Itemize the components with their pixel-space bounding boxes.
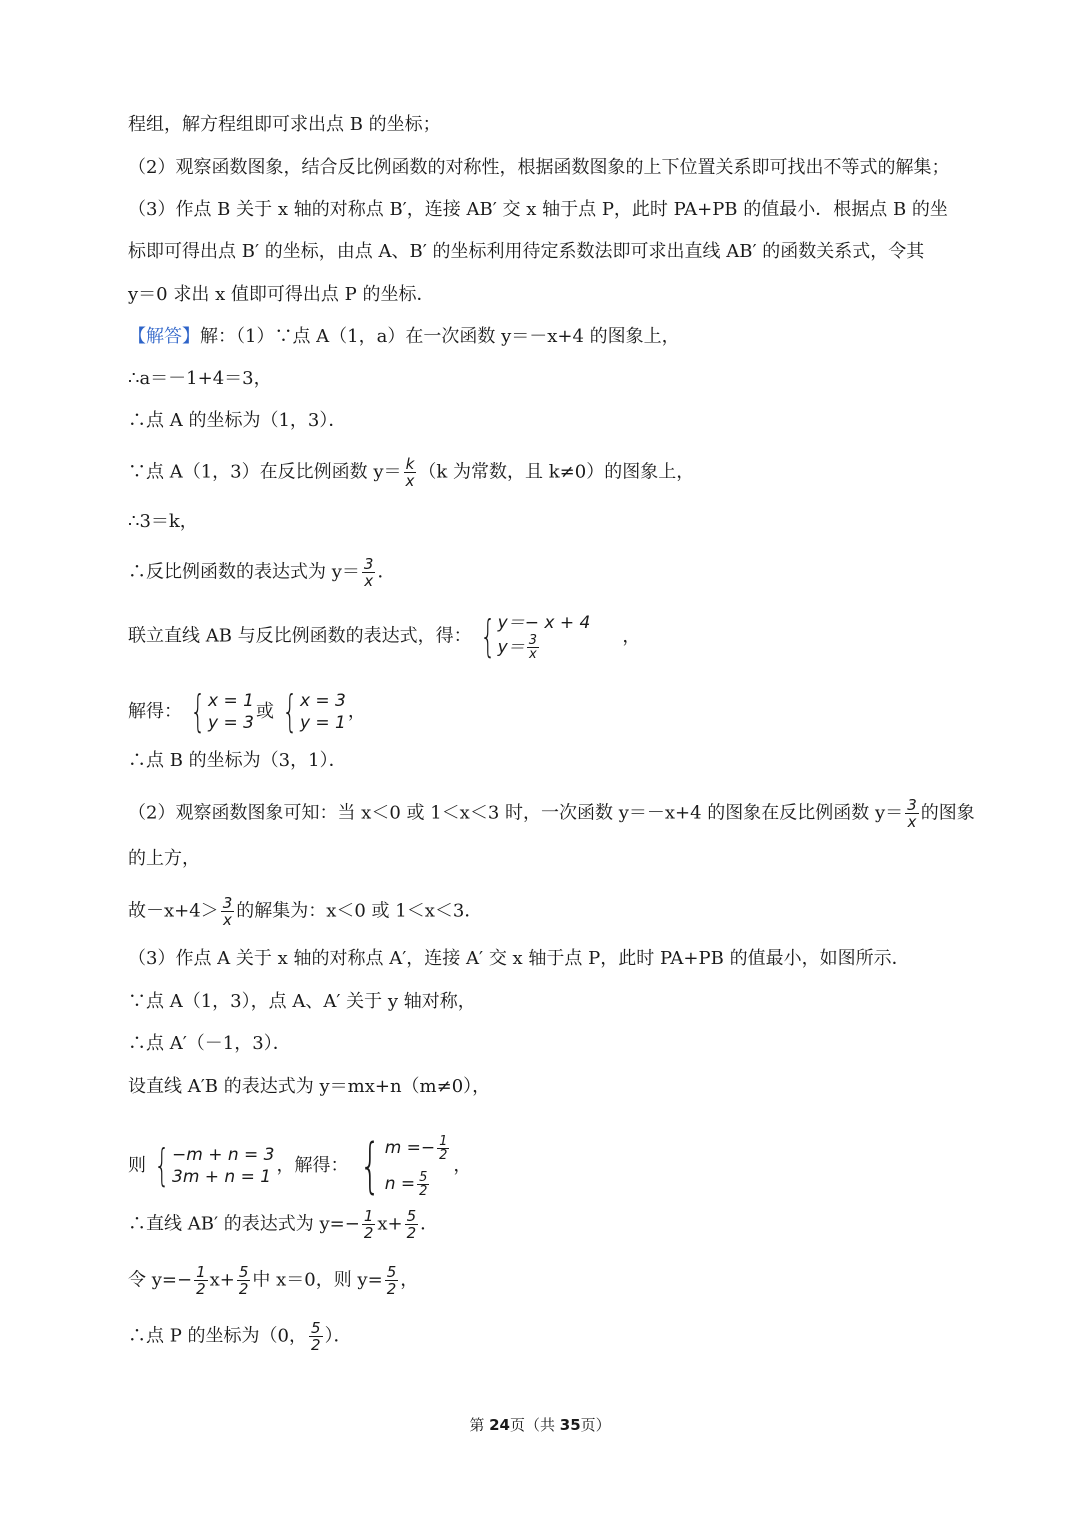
answer-line-19: 令 y=− $\frac{1}{2}$ x+ $\frac{5}{2}$ 中 x＝0，则 y= $\frac{5}{2}$ ， — [128, 1263, 419, 1298]
answer-line-18: ∴直线 AB′ 的表达式为 y=− $\frac{1}{2}$ x+ $\frac{5}{2}$ ． — [128, 1207, 439, 1242]
answer-line-13: （3）作点 A 关于 x 轴的对称点 A′，连接 A′ 交 x 轴于点 P，此时 PA+PB 的值最小，如图所示． — [128, 948, 910, 969]
text-line: 标即可得出点 B′ 的坐标，由点 A、B′ 的坐标利用待定系数法即可求出直线 AB′ 的函数关系式，令其 — [128, 241, 925, 262]
answer-line-16: 设直线 A′B 的表达式为 y＝mx+n（m≠0）， — [128, 1076, 491, 1097]
total-pages: 35 — [559, 1416, 581, 1434]
answer-line-11: 的上方， — [128, 848, 200, 869]
answer-line-17: 则 { −m + n = 3 3m + n = 1 ，解得： { m =− $\frac{1}{2}$ n = $\frac{5}{2}$ ， — [128, 1131, 472, 1201]
fraction-k-over-x: $\frac{k}{x}$ — [405, 455, 415, 490]
answer-line-6: ∴反比例函数的表达式为 y＝ $\frac{3}{x}$ ． — [128, 555, 396, 590]
solution-system-2: { x = 3 y = 1 — [282, 686, 346, 737]
answer-line-15: ∴点 A′（－1，3）． — [128, 1033, 291, 1054]
answer-line-20: ∴点 P 的坐标为（0， $\frac{5}{2}$ ）． — [128, 1319, 352, 1354]
answer-line-2: ∴a＝－1+4＝3， — [128, 368, 272, 389]
answer-line-4: ∵点 A（1，3）在反比例函数 y＝ $\frac{k}{x}$ （k 为常数，且 k≠0）的图象上， — [128, 455, 695, 490]
answer-line-8: 解得： { x = 1 y = 3 或 { x = 3 y = 1 ， — [128, 686, 366, 737]
answer-line-12: 故－x+4＞ $\frac{3}{x}$ 的解集为：x＜0 或 1＜x＜3． — [128, 894, 483, 929]
text-line: （3）作点 B 关于 x 轴的对称点 B′，连接 AB′ 交 x 轴于点 P，此时 PA+PB 的值最小．根据点 B 的坐 — [128, 199, 948, 220]
answer-line-14: ∵点 A（1，3），点 A、A′ 关于 y 轴对称， — [128, 991, 476, 1012]
text-line: 程组，解方程组即可求出点 B 的坐标； — [128, 114, 441, 135]
answer-line-7: 联立直线 AB 与反比例函数的表达式，得： { y＝− x + 4 y＝ $\frac{3}{x}$ ， — [128, 610, 641, 662]
solution-system-mn: { m =− $\frac{1}{2}$ n = $\frac{5}{2}$ — [359, 1131, 448, 1201]
equation-system: { y＝− x + 4 y＝ $\frac{3}{x}$ — [479, 610, 591, 662]
solution-system-1: { x = 1 y = 3 — [190, 686, 254, 737]
text-line: y＝0 求出 x 值即可得出点 P 的坐标． — [128, 284, 435, 305]
text-line: （2）观察函数图象，结合反比例函数的对称性，根据函数图象的上下位置关系即可找出不等式的解集； — [128, 157, 950, 178]
answer-line-5: ∴3＝k， — [128, 511, 198, 532]
answer-tag: 【解答】 — [128, 326, 200, 347]
answer-line-9: ∴点 B 的坐标为（3，1）． — [128, 750, 347, 771]
answer-line-10: （2）观察函数图象可知：当 x＜0 或 1＜x＜3 时，一次函数 y＝－x+4 的图象在反比例函数 y＝ $\frac{3}{x}$ 的图象 — [128, 796, 975, 831]
answer-line-1: 【解答】解：（1）∵点 A（1，a）在一次函数 y＝－x+4 的图象上， — [128, 326, 680, 347]
answer-line-3: ∴点 A 的坐标为（1，3）． — [128, 410, 347, 431]
current-page: 24 — [489, 1416, 510, 1434]
fraction-3-over-x: $\frac{3}{x}$ — [363, 555, 374, 590]
page-footer: 第 24页（共 35页） — [469, 1416, 611, 1434]
equation-system-mn: { −m + n = 3 3m + n = 1 — [154, 1140, 275, 1191]
